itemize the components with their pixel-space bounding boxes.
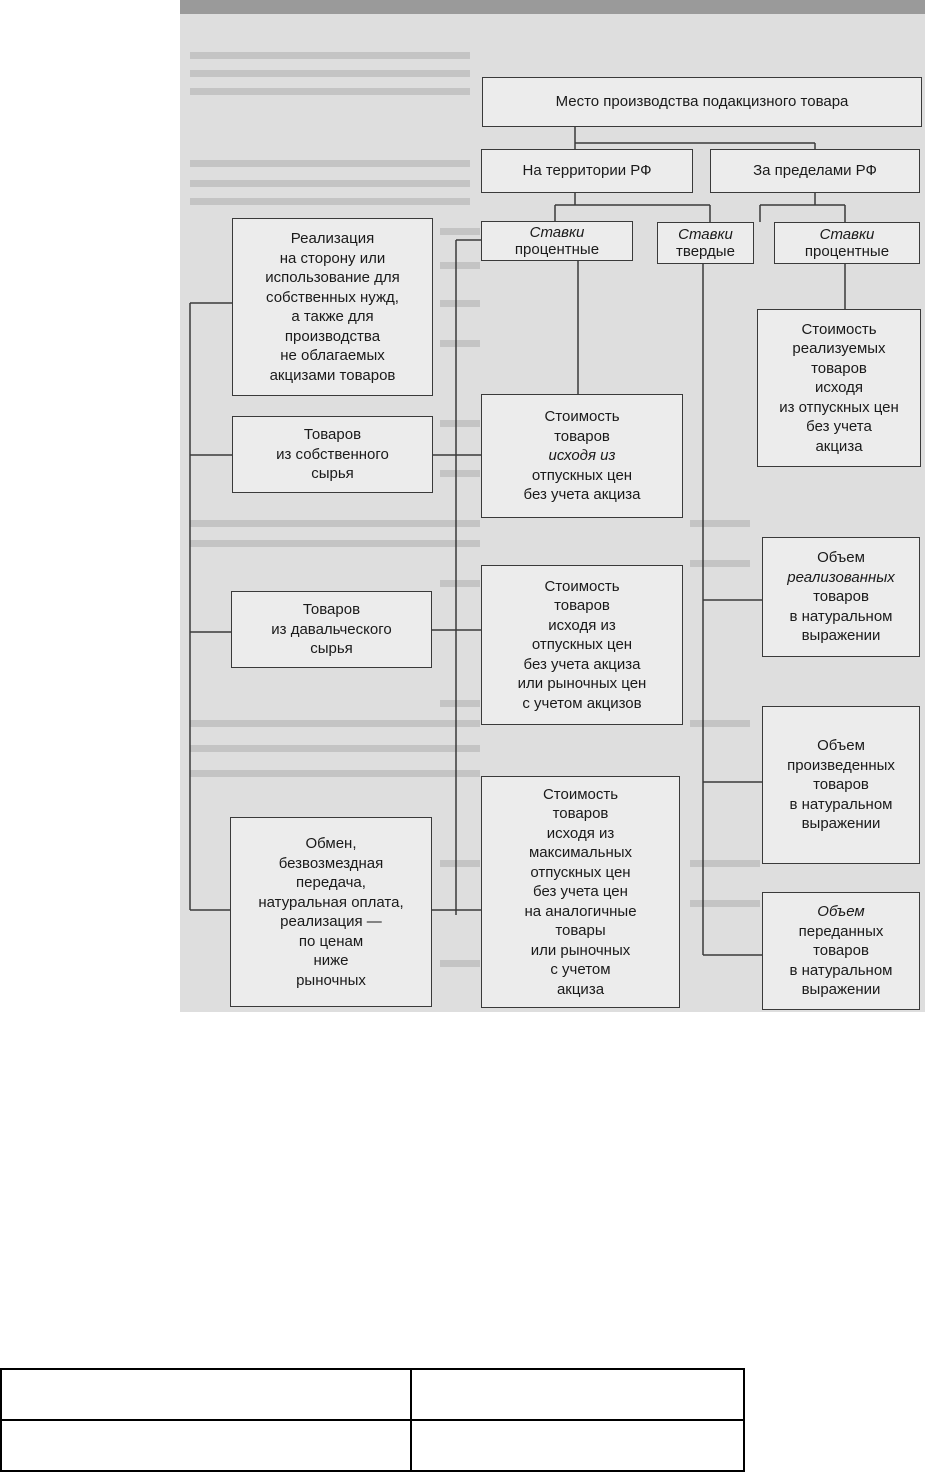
table-cell[interactable] [1, 1369, 411, 1420]
cost-text: отпускных цен без учета акциза [523, 466, 641, 504]
cost-sold-box: Стоимость реализуемых товаров исходя из отпускных цен без учета акциза [757, 309, 921, 467]
rate-type: процентные [514, 241, 600, 258]
cost-box-1 [481, 394, 683, 518]
volume-text: переданных товаров в натуральном выражении [789, 922, 893, 999]
volume-text-italic: Объем [817, 903, 865, 921]
rate-percent-abroad-box [774, 222, 920, 264]
empty-table [0, 1368, 745, 1472]
volume-sold-box [762, 537, 920, 657]
rate-type: процентные [804, 243, 890, 260]
volume-produced-box: Объем произведенных товаров в натуральном выражении [762, 706, 920, 864]
cost-text-italic: исходя из [548, 447, 616, 465]
rate-type: твердые [676, 243, 735, 260]
table-cell[interactable] [1, 1420, 411, 1471]
volume-transferred-box [762, 892, 920, 1010]
rate-percent-rf-box [481, 221, 633, 261]
branch-rf-box: На территории РФ [481, 149, 693, 193]
root-box: Место производства подакцизного товара [482, 77, 922, 127]
table-row [1, 1369, 744, 1420]
rate-word: Ставки [819, 226, 875, 243]
own-raw-box: Товаров из собственного сырья [232, 416, 433, 493]
cost-text: Стоимость товаров [544, 408, 620, 445]
cost-box-2: Стоимость товаров исходя из отпускных цен без учета акциза или рыночных цен с учетом акцизов [481, 565, 683, 725]
cost-box-3: Стоимость товаров исходя из максимальных отпускных цен без учета цен на аналогичные товары или рыночных с учетом акциза [481, 776, 680, 1008]
table-cell[interactable] [411, 1420, 744, 1471]
exchange-box: Обмен, безвозмездная передача, натуральная оплата, реализация — по ценам ниже рыночных [230, 817, 432, 1007]
table-cell[interactable] [411, 1369, 744, 1420]
branch-abroad-box: За пределами РФ [710, 149, 920, 193]
rate-word: Ставки [529, 224, 585, 241]
volume-text-italic: реализованных [787, 568, 895, 586]
volume-text: Объем [817, 549, 865, 567]
rate-fixed-box [657, 222, 754, 264]
table-row [1, 1420, 744, 1471]
volume-text: товаров в натуральном выражении [789, 588, 893, 645]
sale-box: Реализация на сторону или использование для собственных нужд, а также для производства не облагаемых акцизами товаров [232, 218, 433, 396]
rate-word: Ставки [678, 226, 733, 243]
tolling-raw-box: Товаров из давальческого сырья [231, 591, 432, 668]
